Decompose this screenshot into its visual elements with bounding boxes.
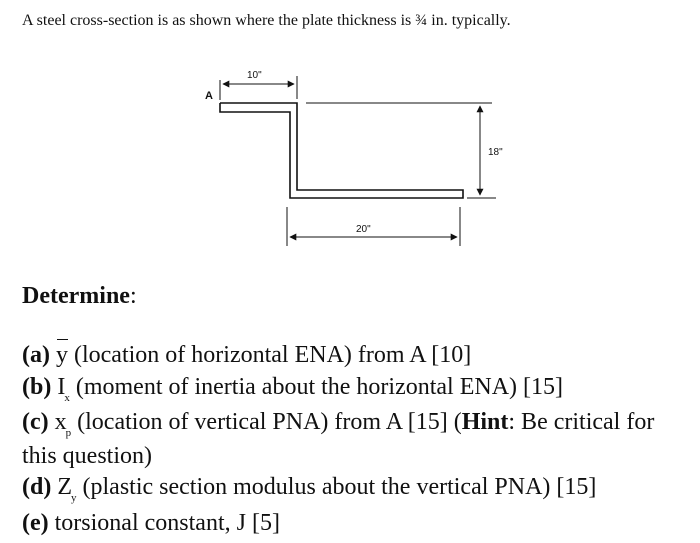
height-dimension-label: 18": [488, 147, 503, 158]
question-d: (d) $Z_y$ (plastic section modulus about the vertical PNA) [15]: [22, 474, 597, 504]
question-e: (e) torsional constant, J [5]: [22, 510, 280, 536]
question-b: (b) $I_x$ (moment of inertia about the horizontal ENA) [15]: [22, 374, 564, 404]
bottom-flange-dimension-label: 20": [356, 224, 371, 235]
section-outline: [220, 103, 463, 198]
question-list: [22, 339, 692, 539]
question-a: (a) y (location of horizontal ENA) from A [10]: [22, 339, 692, 371]
point-a-label: A: [205, 90, 213, 102]
cross-section-figure: [0, 0, 700, 260]
y-bar-symbol: y: [56, 339, 68, 371]
question-c: (c) $x_p$ (location of vertical PNA) from A [15] (Hint: Be critical for this question): [22, 409, 655, 469]
problem-statement: A steel cross-section is as shown where the plate thickness is ¾ in. typically.: [22, 12, 511, 29]
top-flange-dimension-label: 10": [247, 70, 262, 81]
determine-heading: Determine:: [22, 283, 137, 309]
